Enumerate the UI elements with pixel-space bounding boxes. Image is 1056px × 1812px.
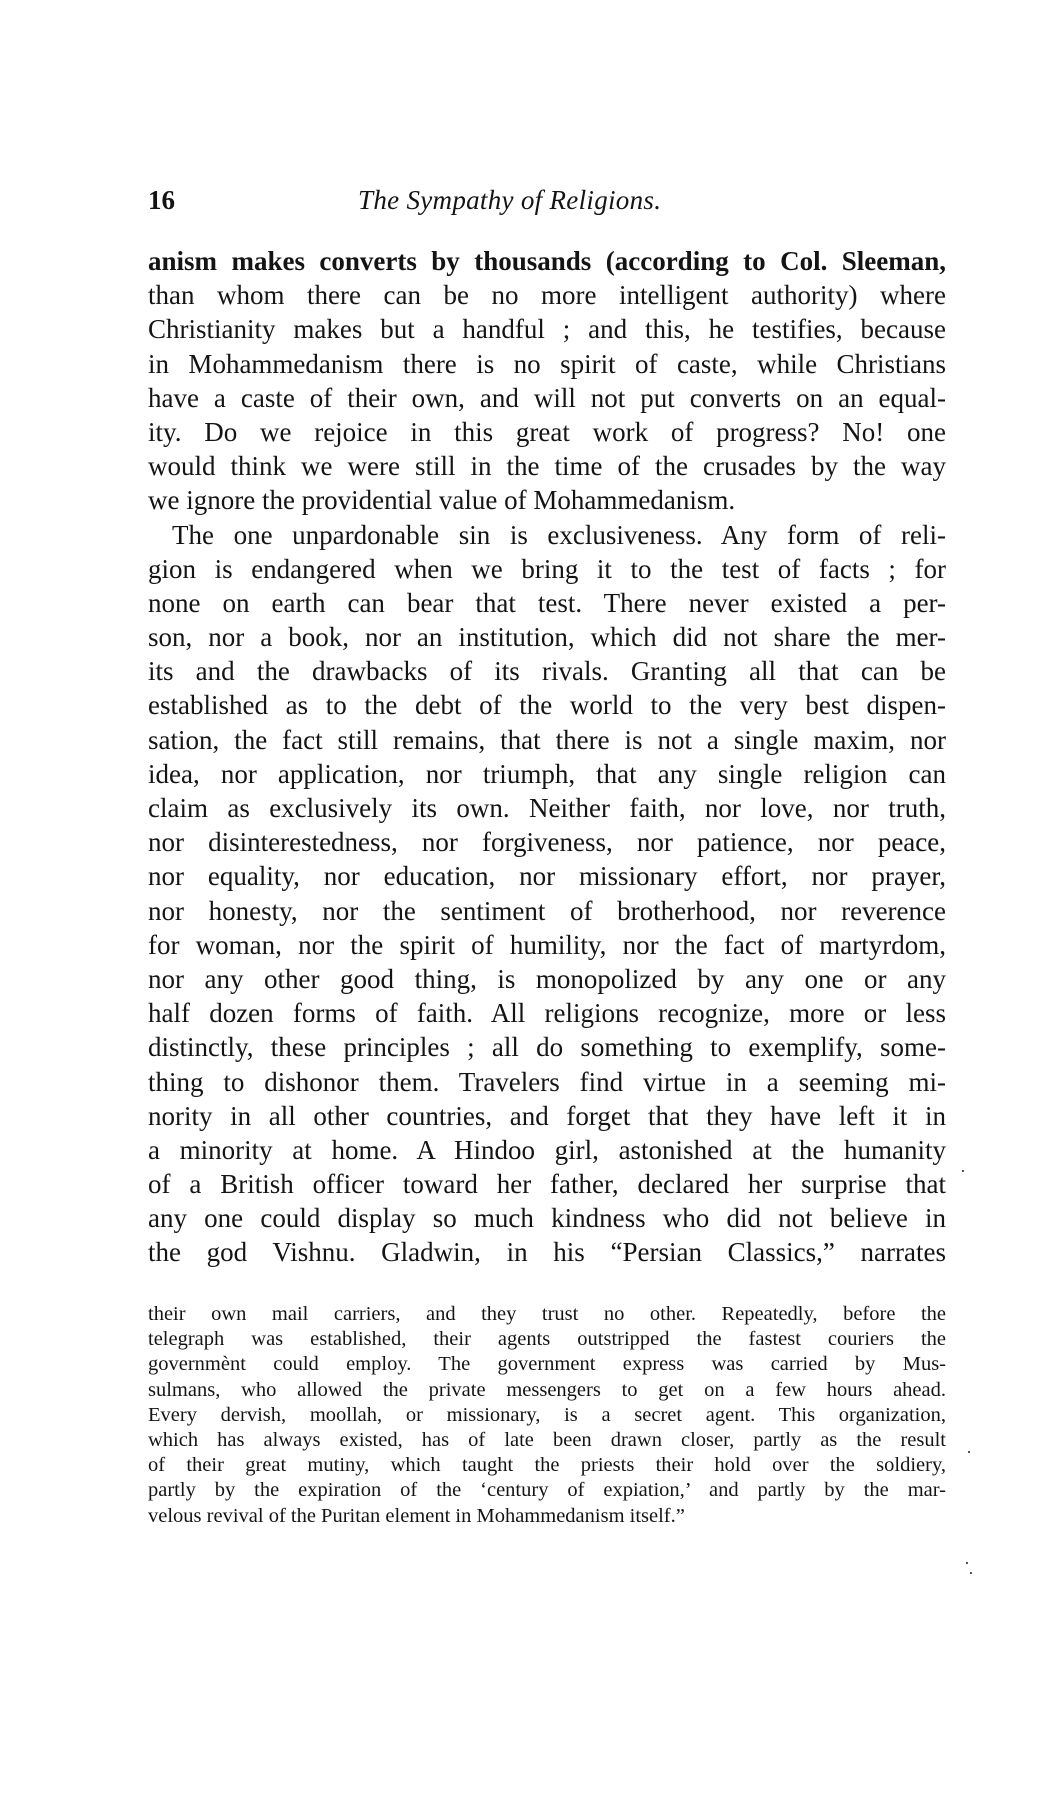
text-line: have a caste of their own, and will not put converts on an equal- xyxy=(148,382,946,413)
text-line: any one could display so much kindness who did not believe in xyxy=(148,1203,946,1234)
text-line: nor honesty, nor the sentiment of brotherhood, nor reverence xyxy=(148,895,946,926)
text-line: anism makes converts by thousands (according to Col. Sleeman, xyxy=(148,246,946,276)
text-line: its and the drawbacks of its rivals. Granting all that can be xyxy=(148,656,946,687)
text-line: would think we were still in the time of the crusades by the way xyxy=(148,451,946,482)
text-line: of a British officer toward her father, declared her surprise that xyxy=(148,1169,946,1200)
scan-speck xyxy=(966,1562,968,1564)
text-line: nority in all other countries, and forget that they have left it in xyxy=(148,1100,946,1131)
text-line: half dozen forms of faith. All religions recognize, more or less xyxy=(148,998,946,1029)
text-line: a minority at home. A Hindoo girl, astonished at the humanity xyxy=(148,1134,946,1165)
footnote xyxy=(148,1302,946,1529)
text-line: son, nor a book, nor an institution, which did not share the mer- xyxy=(148,622,946,653)
text-line: none on earth can bear that test. There never existed a per- xyxy=(148,587,946,618)
paragraph-start-line: The one unpardonable sin is exclusiveness. Any form of reli- xyxy=(172,519,946,550)
text-line: for woman, nor the spirit of humility, nor the fact of martyrdom, xyxy=(148,929,946,960)
scan-speck xyxy=(970,1572,972,1574)
footnote-line: telegraph was established, their agents outstripped the fastest couriers the xyxy=(148,1328,946,1351)
text-line: we ignore the providential value of Mohammedanism. xyxy=(148,485,736,516)
text-line: than whom there can be no more intelligent authority) where xyxy=(148,280,946,311)
running-title: The Sympathy of Religions. xyxy=(358,185,662,215)
text-line: idea, nor application, nor triumph, that any single religion can xyxy=(148,758,946,789)
text-line: nor any other good thing, is monopolized by any one or any xyxy=(148,963,946,994)
footnote-line: which has always existed, has of late been drawn closer, partly as the result xyxy=(148,1428,946,1451)
page-number: 16 xyxy=(148,185,175,215)
footnote-line: Every dervish, moollah, or missionary, is a secret agent. This organization, xyxy=(148,1403,946,1426)
text-line: ity. Do we rejoice in this great work of progress? No! one xyxy=(148,416,946,447)
text-line: gion is endangered when we bring it to the test of facts ; for xyxy=(148,553,946,584)
text-line: nor disinterestedness, nor forgiveness, nor patience, nor peace, xyxy=(148,827,946,858)
running-head xyxy=(148,185,946,221)
scan-speck xyxy=(962,1170,964,1172)
footnote-line: governmènt could employ. The government express was carried by Mus- xyxy=(148,1353,946,1376)
text-line: distinctly, these principles ; all do something to exemplify, some- xyxy=(148,1032,946,1063)
footnote-line: velous revival of the Puritan element in Mohammedanism itself.” xyxy=(148,1504,685,1527)
footnote-line: their own mail carriers, and they trust no other. Repeatedly, before the xyxy=(148,1303,946,1325)
scan-speck xyxy=(968,1451,970,1453)
text-line: nor equality, nor education, nor missionary effort, nor prayer, xyxy=(148,861,946,892)
text-line: the god Vishnu. Gladwin, in his “Persian Classics,” narrates xyxy=(148,1237,946,1268)
text-line: sation, the fact still remains, that there is not a single maxim, nor xyxy=(148,724,946,755)
text-line: thing to dishonor them. Travelers find virtue in a seeming mi- xyxy=(148,1066,946,1097)
text-line: claim as exclusively its own. Neither faith, nor love, nor truth, xyxy=(148,793,946,823)
text-line: Christianity makes but a handful ; and this, he testifies, because xyxy=(148,314,946,345)
text-line: in Mohammedanism there is no spirit of caste, while Christians xyxy=(148,348,946,379)
text-line: established as to the debt of the world to the very best dispen- xyxy=(148,690,946,721)
footnote-line: sulmans, who allowed the private messengers to get on a few hours ahead. xyxy=(148,1378,946,1401)
body-text xyxy=(148,244,946,1270)
footnote-line: of their great mutiny, which taught the priests their hold over the soldiery, xyxy=(148,1454,946,1477)
footnote-line: partly by the expiration of the ‘century of expiation,’ and partly by the mar- xyxy=(148,1479,946,1502)
